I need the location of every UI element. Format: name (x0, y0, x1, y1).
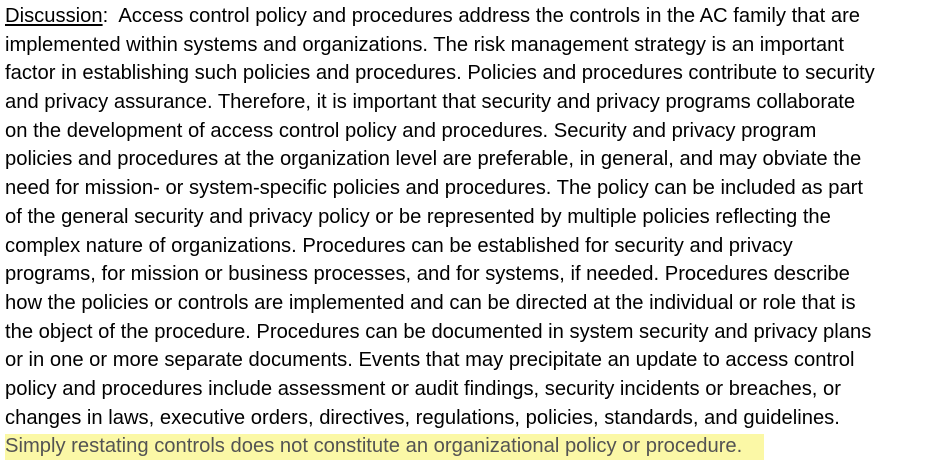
text-line: how the policies or controls are implemented and can be directed at the individual or role that is (5, 291, 856, 314)
text-line: changes in laws, executive orders, directives, regulations, policies, standards, and guidelines. (5, 406, 840, 429)
text-line: of the general security and privacy policy or be represented by multiple policies reflecting the (5, 205, 831, 228)
text-line: on the development of access control policy and procedures. Security and privacy program (5, 119, 817, 142)
text-line: need for mission- or system-specific policies and procedures. The policy can be included as part (5, 177, 864, 200)
highlighted-sentence: Simply restating controls does not constitute an organizational policy or procedure. (5, 434, 764, 460)
text-line: or in one or more separate documents. Events that may precipitate an update to access control (5, 349, 855, 372)
text-line: policy and procedures include assessment or audit findings, security incidents or breaches, or (5, 377, 841, 400)
text-line: factor in establishing such policies and procedures. Policies and procedures contribute to security (5, 62, 875, 85)
highlighted-line (5, 432, 930, 461)
text-line (5, 2, 930, 31)
discussion-heading: Discussion (5, 5, 103, 27)
line-text: Access control policy and procedures address the controls in the AC family that are (118, 5, 861, 27)
text-line: the object of the procedure. Procedures can be documented in system security and privacy plans (5, 320, 872, 343)
text-line: complex nature of organizations. Procedures can be established for security and privacy (5, 234, 793, 257)
heading-suffix: : (102, 5, 119, 27)
text-line: programs, for mission or business processes, and for systems, if needed. Procedures describe (5, 263, 850, 286)
text-line: and privacy assurance. Therefore, it is important that security and privacy programs collaborate (5, 91, 856, 114)
text-line: implemented within systems and organizations. The risk management strategy is an important (5, 33, 844, 56)
text-line: policies and procedures at the organization level are preferable, in general, and may obviate the (5, 148, 862, 171)
discussion-section (5, 2, 930, 461)
